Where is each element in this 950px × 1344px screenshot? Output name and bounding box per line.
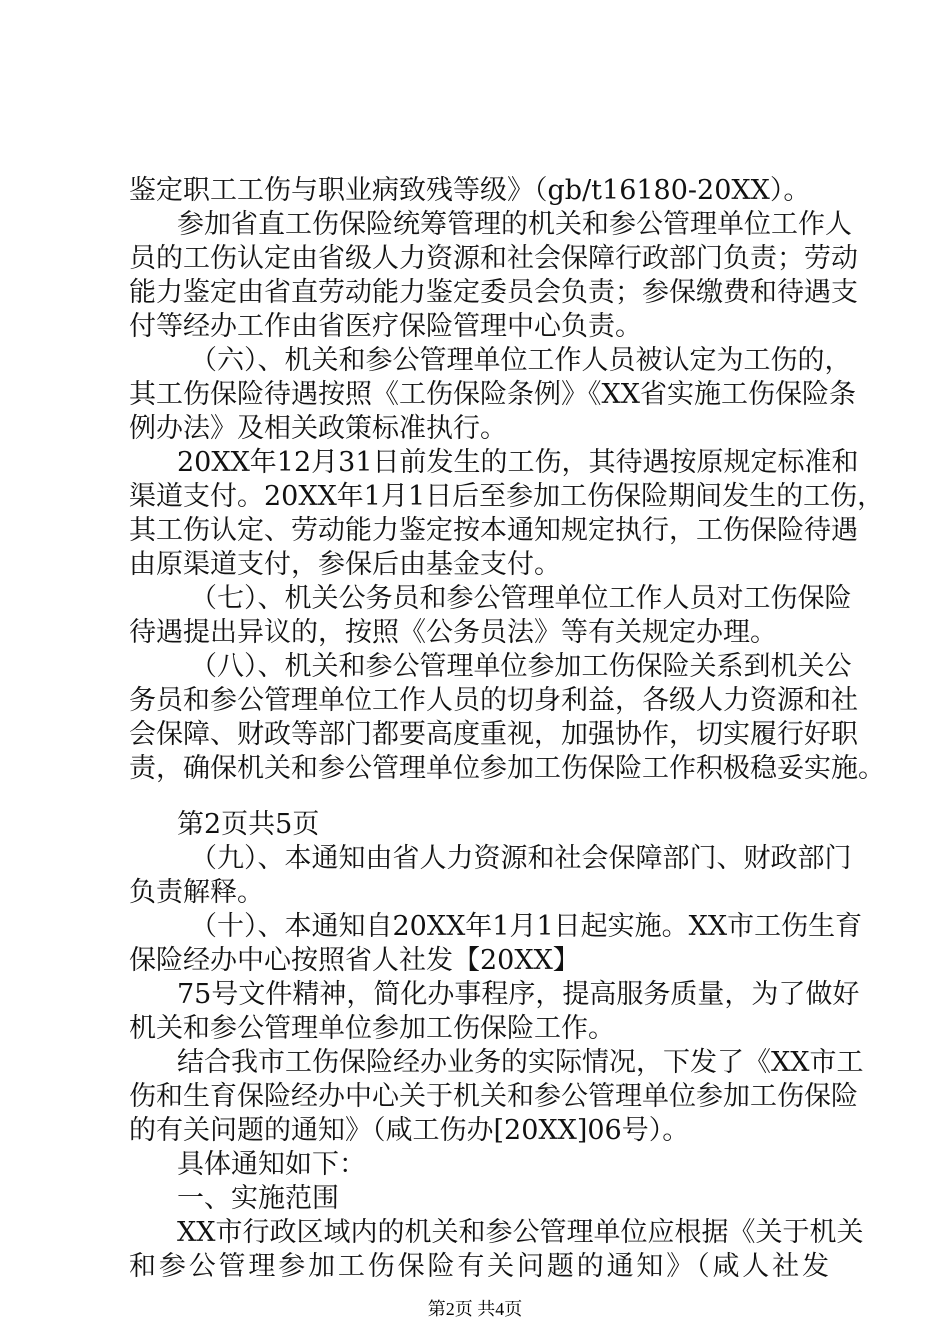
body-line: 机关和参公管理单位参加工伤保险工作。 xyxy=(129,1013,615,1044)
body-line: 和参公管理参加工伤保险有关问题的通知》（咸人社发 xyxy=(129,1251,829,1282)
body-line: 参加省直工伤保险统筹管理的机关和参公管理单位工作人 xyxy=(177,209,852,240)
body-line: XX市行政区域内的机关和参公管理单位应根据《关于机关 xyxy=(177,1217,864,1248)
body-line: 责，确保机关和参公管理单位参加工伤保险工作积极稳妥实施。 xyxy=(129,753,885,784)
body-line: 结合我市工伤保险经办业务的实际情况，下发了《XX市工 xyxy=(177,1047,864,1078)
body-line: （八）、机关和参公管理单位参加工伤保险关系到机关公 xyxy=(190,651,852,682)
body-line: 能力鉴定由省直劳动能力鉴定委员会负责；参保缴费和待遇支 xyxy=(129,277,858,308)
body-line: 具体通知如下： xyxy=(177,1149,366,1180)
body-line: （九）、本通知由省人力资源和社会保障部门、财政部门 xyxy=(190,843,852,874)
body-line: 的有关问题的通知》（咸工伤办[20XX]06号）。 xyxy=(129,1115,690,1146)
body-line: 务员和参公管理单位工作人员的切身利益，各级人力资源和社 xyxy=(129,685,858,716)
body-line: 会保障、财政等部门都要高度重视，加强协作，切实履行好职 xyxy=(129,719,858,750)
body-line: 伤和生育保险经办中心关于机关和参公管理单位参加工伤保险 xyxy=(129,1081,858,1112)
body-line: （六）、机关和参公管理单位工作人员被认定为工伤的， xyxy=(190,345,852,376)
body-line: 其工伤保险待遇按照《工伤保险条例》《XX省实施工伤保险条 xyxy=(129,379,856,410)
body-line: 鉴定职工工伤与职业病致残等级》（gb/t16180-20XX）。 xyxy=(129,175,811,206)
section-heading: 一、实施范围 xyxy=(177,1183,339,1214)
body-line: 付等经办工作由省医疗保险管理中心负责。 xyxy=(129,311,642,342)
body-line: （十）、本通知自20XX年1月1日起实施。XX市工伤生育 xyxy=(190,911,863,942)
page-footer: 第2页 共4页 xyxy=(427,1299,523,1319)
body-line: （七）、机关公务员和参公管理单位工作人员对工伤保险 xyxy=(190,583,852,614)
body-line: 例办法》及相关政策标准执行。 xyxy=(129,413,507,444)
body-line: 由原渠道支付，参保后由基金支付。 xyxy=(129,549,561,580)
body-line: 负责解释。 xyxy=(129,877,264,908)
body-line: 渠道支付。20XX年1月1日后至参加工伤保险期间发生的工伤， xyxy=(129,481,885,512)
body-line: 员的工伤认定由省级人力资源和社会保障行政部门负责；劳动 xyxy=(129,243,858,274)
body-line: 其工伤认定、劳动能力鉴定按本通知规定执行，工伤保险待遇 xyxy=(129,515,858,546)
page-marker: 第2页共5页 xyxy=(177,809,320,840)
body-line: 75号文件精神，简化办事程序，提高服务质量，为了做好 xyxy=(177,979,860,1010)
body-line: 保险经办中心按照省人社发【20XX】 xyxy=(129,945,580,976)
body-line: 20XX年12月31日前发生的工伤，其待遇按原规定标准和 xyxy=(177,447,859,478)
body-line: 待遇提出异议的，按照《公务员法》等有关规定办理。 xyxy=(129,617,777,648)
